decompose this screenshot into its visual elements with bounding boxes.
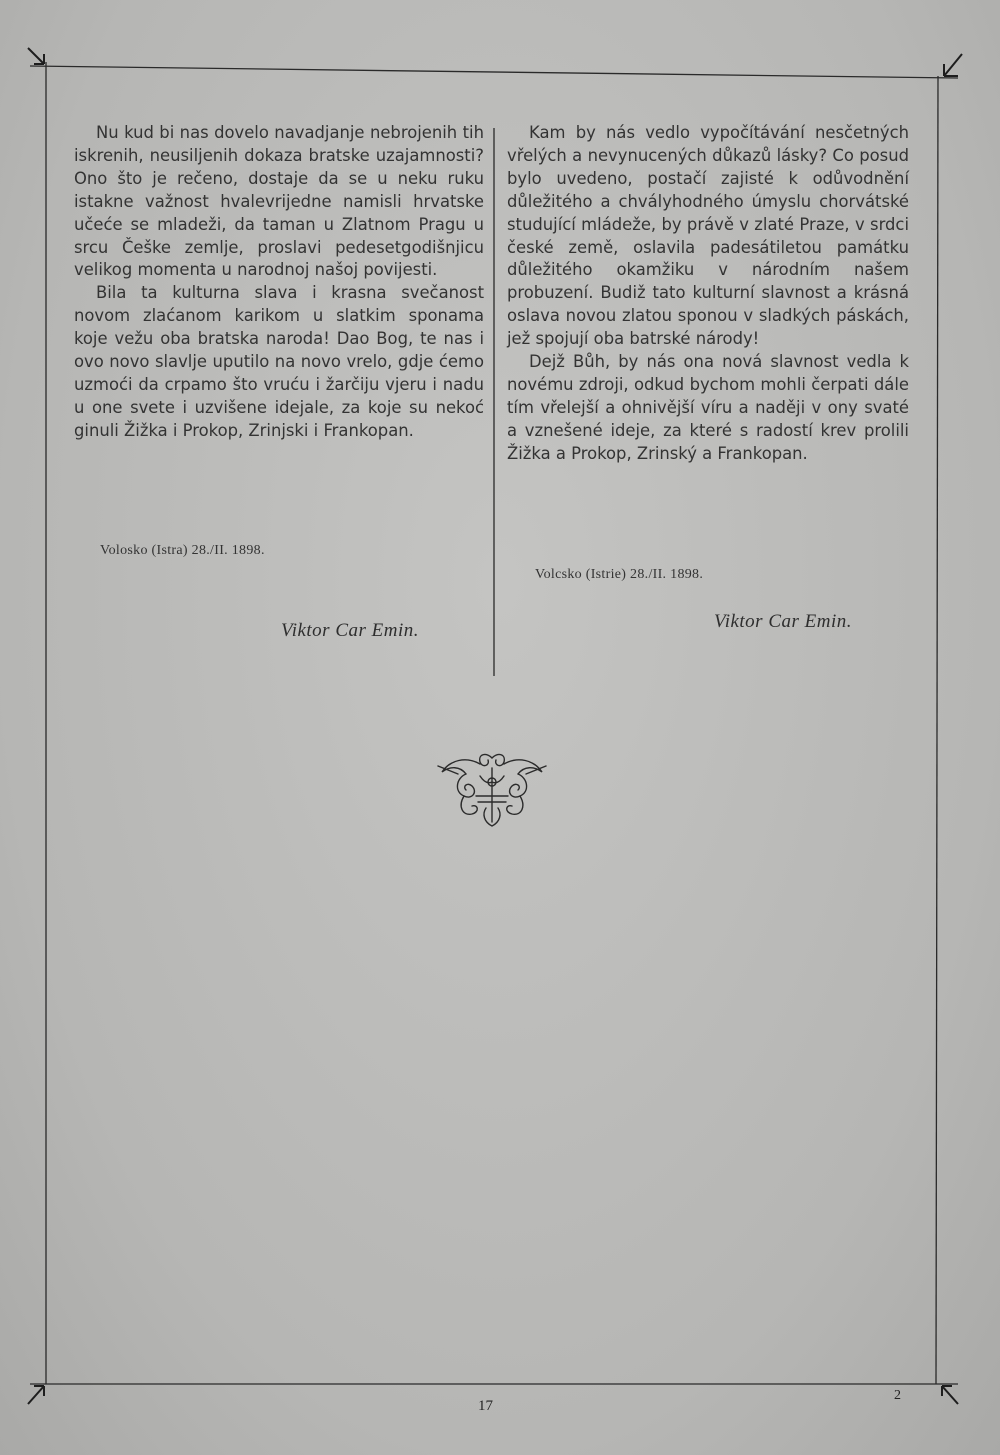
croatian-paragraph-2: Bila ta kulturna slava i krasna svečanost novom zlaćanom karikom u slatkim sponama koje vežu oba bratska naroda! Dao Bog, te nas i ovo novo slavlje uputilo na novo vrelo, gdje ćemo uzmoći da crpamo što vruću i žarčiju vjeru i nadu u one svete i uzvišene idejale, za koje su nekoć ginuli Žižka i Prokop, Zrinjski i Frankopan.: [74, 283, 484, 440]
croatian-dateline: Volosko (Istra) 28./II. 1898.: [100, 543, 265, 558]
corner-mark-bottom-left: [28, 1386, 44, 1404]
corner-mark-top-right: [944, 54, 962, 76]
page-number: 17: [478, 1398, 493, 1414]
corner-mark-top-left: [28, 48, 44, 64]
czech-paragraph-2: Dejž Bůh, by nás ona nová slavnost vedla k novému zdroji, odkud bychom mohli čerpati dále tím vřelejší a ohnivější víru a naději v ony svaté a vznešené ideje, za které s radostí krev prolili Žižka a Prokop, Zrinský a Frankopan.: [507, 352, 909, 463]
croatian-paragraph-1: Nu kud bi nas dovelo navadjanje nebrojenih tih iskrenih, neusiljenih dokaza bratske uzajamnosti? Ono što je rečeno, dostaje da se u neku ruku istakne važnost hvalevrijedne namisli hrvatske učeće se mladeži, da taman u Zlatnom Pragu u srcu Češke zemlje, proslavi pedesetgodišnjicu velikog momenta u narodnoj našoj povijesti.: [74, 123, 484, 280]
frame-top-line: [30, 66, 958, 78]
croatian-column: [74, 122, 484, 443]
czech-dateline: Volcsko (Istrie) 28./II. 1898.: [535, 567, 704, 582]
croatian-signature: Viktor Car Emin.: [281, 620, 420, 641]
scroll-ornament: [436, 752, 548, 830]
sheet-mark: 2: [894, 1388, 901, 1403]
czech-paragraph-1: Kam by nás vedlo vypočítávání nesčetných vřelých a nevynucených důkazů lásky? Co posud bylo uvedeno, postačí zajisté k odůvodnění důležitého a chvályhodného úmyslu chorvátské studující mládeže, by právě v zlaté Praze, v srdci české země, oslavila padesátiletou památku důležitého okamžiku v národním našem probuzení. Budiž tato kulturní slavnost a krásná oslava novou zlatou sponou v sladkých páskách, jež spojují oba batrské národy!: [507, 123, 909, 349]
corner-mark-bottom-right: [942, 1386, 958, 1404]
frame-right-line: [936, 76, 938, 1384]
czech-signature: Viktor Car Emin.: [714, 611, 853, 632]
czech-column: [507, 122, 909, 466]
